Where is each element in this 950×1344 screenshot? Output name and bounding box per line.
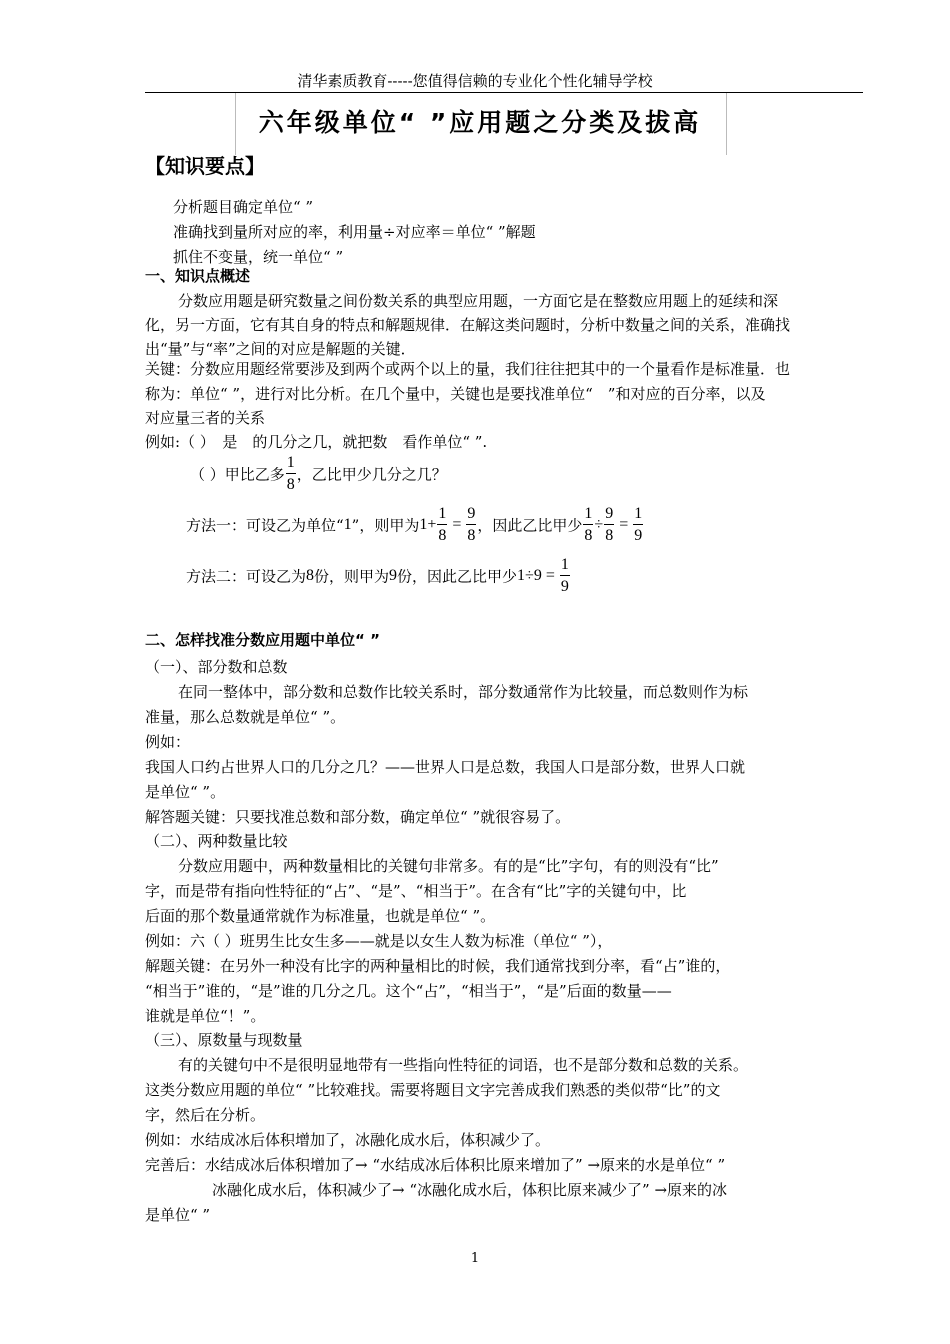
fraction-9-8: $\frac{9}{8}$ [467, 505, 476, 544]
section-1-heading: 一、知识点概述 [145, 267, 251, 285]
fraction-1-9-b: $\frac{1}{9}$ [560, 556, 569, 595]
method-1-text-a: 方法一：可设乙为单位“ [186, 516, 344, 535]
method-2-expression: 1÷9 = [517, 567, 555, 584]
page-number: 1 [470, 1251, 480, 1266]
point-1: 分析题目确定单位“ ” [173, 198, 314, 216]
sub2-key-line2: “相当于”谁的，“是”谁的几分之几。这个“占”，“相当于”，“是”后面的数量—— [145, 982, 672, 1000]
sub2-key-line1: 解题关键：在另外一种没有比字的两种量相比的时候，我们通常找到分率，看“占”谁的， [145, 957, 731, 975]
method-1-one: 1 [343, 516, 352, 533]
fraction-one-eighth: $\frac{1}{8}$ [286, 454, 295, 493]
method-2-text-b: 份，则甲为 [314, 567, 390, 586]
sub3-p-line1: 有的关键句中不是很明显地带有一些指向性特征的词语，也不是部分数和总数的关系。 [178, 1056, 749, 1074]
s1-p1-line2: 化，另一方面，它有其自身的特点和解题规律．在解这类问题时，分析中数量之间的关系，准确找 [145, 316, 791, 334]
s1-p1-line1: 分数应用题是研究数量之间份数关系的典型应用题，一方面它是在整数应用题上的延续和深 [178, 292, 779, 310]
sub1-p-line2: 准量，那么总数就是单位“ ”。 [145, 708, 346, 726]
method-1 [186, 506, 644, 544]
example-2-text-b: ，乙比甲少几分之几？ [296, 465, 447, 484]
sub1-key: 解答题关键：只要找准总数和部分数，确定单位“ ”就很容易了。 [145, 808, 571, 826]
s1-p2-line3: 对应量三者的关系 [145, 409, 266, 427]
sub2-key-line3: 谁就是单位“！”。 [145, 1007, 266, 1025]
point-3: 抓住不变量，统一单位“ ” [173, 248, 344, 266]
sub3-p-line3: 字，然后在分析。 [145, 1106, 266, 1124]
method-2-eight: 8 [306, 567, 315, 584]
method-1-text-b: ”，则甲为 [351, 516, 420, 535]
example-2 [190, 455, 447, 493]
method-1-eq: = [452, 516, 462, 533]
sub1-example-line1: 我国人口约占世界人口的几分之几？——世界人口是总数，我国人口是部分数，世界人口就 [145, 758, 746, 776]
method-1-plus: 1+ [419, 516, 437, 533]
fraction-9-8-b: $\frac{9}{8}$ [605, 505, 614, 544]
page-header: 清华素质教育-----您值得信赖的专业化个性化辅导学校 [297, 72, 653, 90]
point-2: 准确找到量所对应的率，利用量÷对应率＝单位“ ”解题 [173, 223, 536, 241]
s1-p2-line2: 称为：单位“ ”，进行对比分析。在几个量中，关键也是要找准单位“ ”和对应的百分率，以及 [145, 385, 766, 403]
sub1-example-label: 例如： [145, 733, 191, 751]
fraction-1-8: $\frac{1}{8}$ [438, 505, 447, 544]
method-2-text-c: 份，因此乙比甲少 [397, 567, 518, 586]
sub2-p-line1: 分数应用题中，两种数量相比的关键句非常多。有的是“比”字句，有的则没有“比” [178, 857, 719, 875]
sub3-p-line2: 这类分数应用题的单位“ ”比较难找。需要将题目文字完善成我们熟悉的类似带“比”的文 [145, 1081, 721, 1099]
method-2 [186, 557, 571, 595]
method-2-text-a: 方法二：可设乙为 [186, 567, 307, 586]
sub3-example: 例如：水结成冰后体积增加了，冰融化成水后，体积减少了。 [145, 1131, 551, 1149]
knowledge-heading: 【知识要点】 [145, 154, 265, 178]
sub2-p-line3: 后面的那个数量通常就作为标准量，也就是单位“ ”。 [145, 907, 496, 925]
sub1-p-line1: 在同一整体中，部分数和总数作比较关系时，部分数通常作为比较量，而总数则作为标 [178, 683, 749, 701]
fraction-1-8-b: $\frac{1}{8}$ [584, 505, 593, 544]
sub3-done-line2: 冰融化成水后，体积减少了→ “冰融化成水后，体积比原来减少了” →原来的冰 [212, 1181, 728, 1199]
example-1: 例如:（ ） 是 的几分之几，就把数 看作单位“ ”. [145, 433, 488, 451]
sub2-example: 例如：六（ ）班男生比女生多——就是以女生人数为标准（单位“ ”）， [145, 932, 613, 950]
sub2-heading: （二）、两种数量比较 [145, 832, 288, 850]
fraction-1-9: $\frac{1}{9}$ [634, 505, 643, 544]
sub2-p-line2: 字，而是带有指向性特征的“占”、“是”、“相当于”。在含有“比”字的关键句中，比 [145, 882, 687, 900]
sub3-done-line3: 是单位“ ” [145, 1206, 211, 1224]
s1-p2-line1: 关键：分数应用题经常要涉及到两个或两个以上的量，我们往往把其中的一个量看作是标准量．也 [145, 360, 791, 378]
document-title: 六年级单位“ ”应用题之分类及拔高 [258, 108, 702, 137]
method-2-nine: 9 [389, 567, 398, 584]
section-2-heading: 二、怎样找准分数应用题中单位“ ” [145, 631, 380, 649]
sub1-example-line2: 是单位“ ”。 [145, 783, 226, 801]
method-1-text-c: ，因此乙比甲少 [477, 516, 583, 535]
sub3-heading: （三）、原数量与现数量 [145, 1031, 303, 1049]
sub1-heading: （一）、部分数和总数 [145, 658, 288, 676]
method-1-eq-2: = [619, 516, 629, 533]
s1-p1-line3: 出“量”与“率”之间的对应是解题的关键． [145, 340, 416, 358]
example-2-text-a: （ ）甲比乙多 [190, 465, 285, 484]
sub3-done-line1: 完善后：水结成冰后体积增加了→ “水结成冰后体积比原来增加了” →原来的水是单位“ ” [145, 1156, 726, 1174]
method-1-div: ÷ [594, 516, 604, 533]
